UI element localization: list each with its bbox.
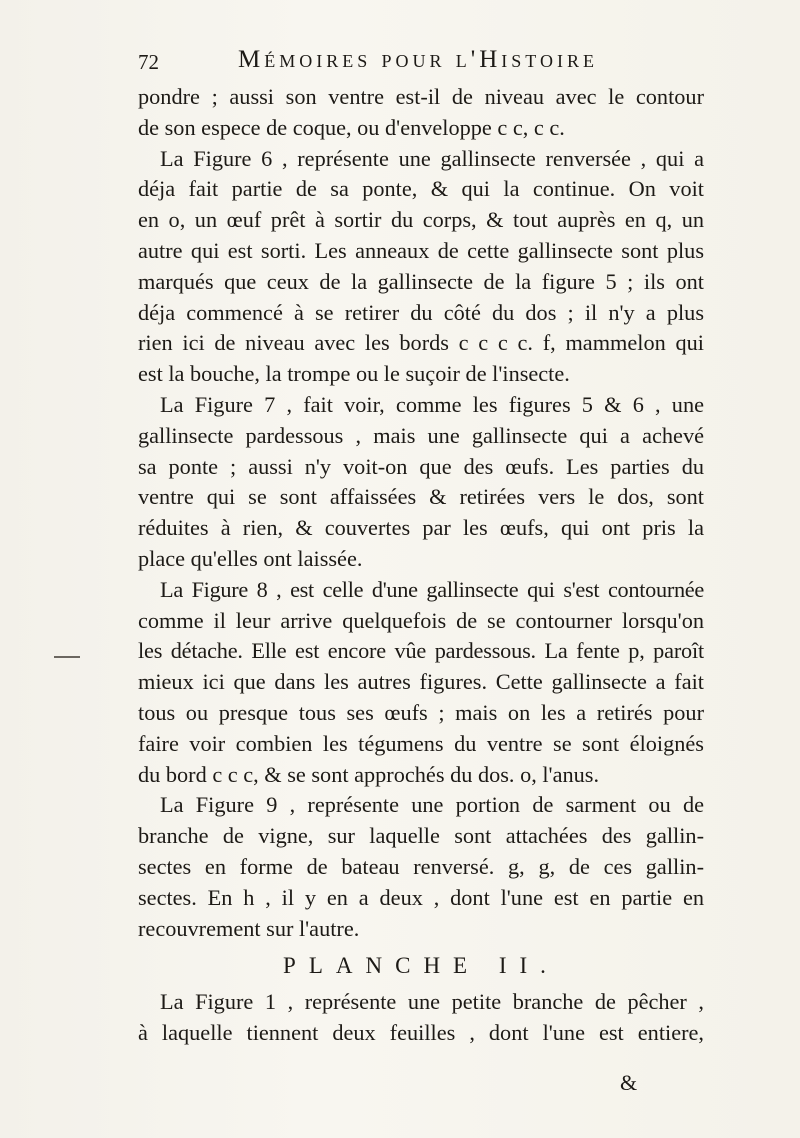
section-heading: PLANCHE II. bbox=[283, 953, 559, 979]
text-line: sa ponte ; aussi n'y voit-on que des œufs. Les parties du bbox=[138, 453, 704, 479]
text-line: mieux ici que dans les autres figures. Cette gallinsecte a fait bbox=[138, 669, 704, 695]
text-line: réduites à rien, & couvertes par les œufs, qui ont pris la bbox=[138, 515, 704, 541]
text-line: autre qui est sorti. Les anneaux de cette gallinsecte sont plus bbox=[138, 237, 704, 263]
text-line: à laquelle tiennent deux feuilles , dont l'une est entiere, bbox=[138, 1020, 704, 1046]
margin-mark bbox=[54, 656, 80, 658]
text-line: rien ici de niveau avec les bords c c c c. f, mammelon qui bbox=[138, 330, 704, 356]
text-line: branche de vigne, sur laquelle sont attachées des gallin- bbox=[138, 823, 704, 849]
paragraph bbox=[138, 390, 704, 575]
paragraph bbox=[138, 987, 704, 1049]
paragraph bbox=[138, 790, 704, 944]
text-line: marqués que ceux de la gallinsecte de la figure 5 ; ils ont bbox=[138, 268, 704, 294]
text-line: gallinsecte pardessous , mais une gallinsecte qui a achevé bbox=[138, 422, 704, 448]
paragraph bbox=[138, 144, 704, 390]
text-line: recouvrement sur l'autre. bbox=[138, 915, 360, 941]
text-line: déja fait partie de sa ponte, & qui la continue. On voit bbox=[138, 176, 704, 202]
body-text bbox=[138, 82, 704, 1049]
page-header bbox=[138, 46, 698, 86]
text-line: tous ou presque tous ses œufs ; mais on les a retirés pour bbox=[138, 699, 704, 725]
text-line: comme il leur arrive quelquefois de se contourner lorsqu'on bbox=[138, 607, 704, 633]
text-line: pondre ; aussi son ventre est-il de niveau avec le contour bbox=[138, 84, 704, 109]
text-line: La Figure 1 , représente une petite branche de pêcher , bbox=[160, 989, 704, 1015]
text-line: place qu'elles ont laissée. bbox=[138, 545, 363, 571]
catchword: & bbox=[620, 1070, 638, 1095]
text-line: sectes en forme de bateau renversé. g, g, de ces gallin- bbox=[138, 853, 704, 879]
text-line: sectes. En h , il y en a deux , dont l'une est en partie en bbox=[138, 884, 704, 910]
text-line: du bord c c c, & se sont approchés du dos. o, l'anus. bbox=[138, 761, 600, 787]
text-line: est la bouche, la trompe ou le suçoir de l'insecte. bbox=[138, 361, 570, 387]
text-line: les détache. Elle est encore vûe pardessous. La fente p, paroît bbox=[138, 638, 704, 664]
text-line: La Figure 8 , est celle d'une gallinsecte qui s'est contournée bbox=[160, 576, 704, 602]
text-line: La Figure 6 , représente une gallinsecte renversée , qui a bbox=[160, 145, 704, 171]
page-number: 72 bbox=[138, 50, 159, 74]
text-line: ventre qui se sont affaissées & retirées vers le dos, sont bbox=[138, 484, 704, 510]
paragraph bbox=[138, 575, 704, 791]
text-line: faire voir combien les tégumens du ventre se sont éloignés bbox=[138, 730, 704, 756]
running-title: Mémoires pour l'Histoire bbox=[238, 46, 598, 73]
text-line: La Figure 9 , représente une portion de sarment ou de bbox=[160, 792, 704, 818]
text-line: La Figure 7 , fait voir, comme les figures 5 & 6 , une bbox=[160, 391, 704, 417]
text-line: déja commencé à se retirer du côté du dos ; il n'y a plus bbox=[138, 299, 704, 325]
paragraph bbox=[138, 82, 704, 144]
text-line: en o, un œuf prêt à sortir du corps, & tout auprès en q, un bbox=[138, 207, 704, 233]
text-line: de son espece de coque, ou d'enveloppe c c, c c. bbox=[138, 114, 565, 140]
